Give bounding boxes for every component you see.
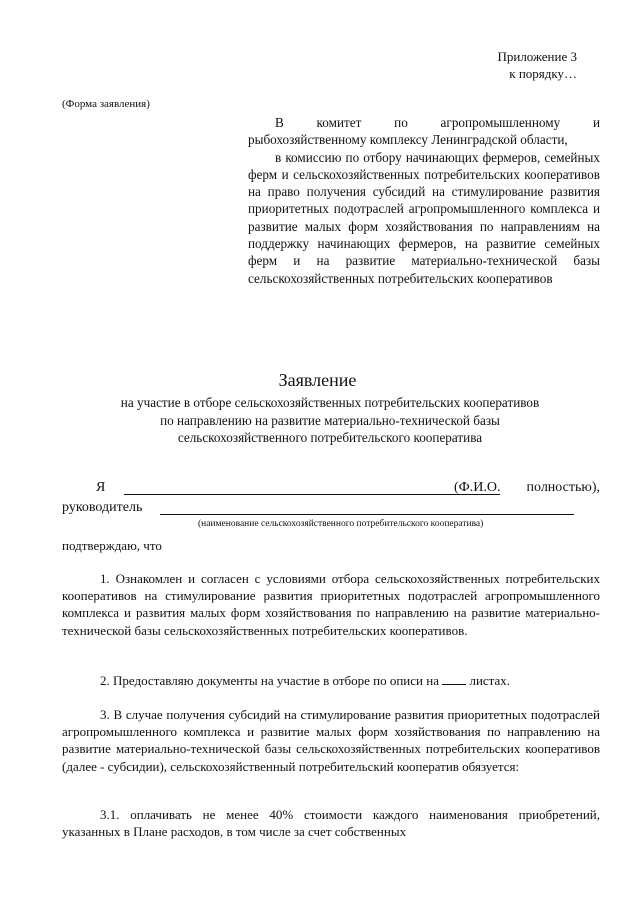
organization-hint: (наименование сельскохозяйственного потребительского кооператива) xyxy=(198,519,484,529)
fio-caption xyxy=(454,480,600,496)
item-3-1 xyxy=(62,806,600,840)
form-label: (Форма заявления) xyxy=(62,98,150,110)
confirm-text: подтверждаю, что xyxy=(62,538,162,553)
addressee-block xyxy=(248,114,600,287)
addressee-commission: в комиссию по отбору начинающих фермеров, семейных ферм и сельскохозяйственных потребительских кооперативов на право получения субсидий на стимулирование развития приоритетных подотраслей агропромышленного комплекса и развитие малых форм хозяйствования по направлениям на поддержку начинающих фермеров, на развитие семейных ферм и на развитие материально-технической базы сельскохозяйственных потребительских кооперативов xyxy=(248,149,600,286)
subtitle-line-2: по направлению на развитие материально-технической базы xyxy=(160,412,500,428)
organization-name-blank[interactable] xyxy=(160,514,574,515)
addressee-committee: В комитет по агропромышленному и рыбохозяйственному комплексу Ленинградской области, xyxy=(248,115,600,148)
subtitle-line-3: сельскохозяйственного потребительского кооператива xyxy=(177,430,483,445)
item-1-text: 1. Ознакомлен и согласен с условиями отбора сельскохозяйственных потребительских кооперативов на стимулирование развития приоритетных подотраслей агропромышленного комплекса и развития малых форм хозяйствования по направлению на развитие материально-технической базы сельскохозяйственных потребительских кооперативов. xyxy=(62,571,600,638)
document-title: Заявление xyxy=(278,370,357,390)
head-row xyxy=(62,500,600,518)
item-2-text xyxy=(62,672,600,689)
applicant-name-row xyxy=(62,480,600,498)
item-3-1-text: 3.1. оплачивать не менее 40% стоимости каждого наименования приобретений, указанных в Плане расходов, в том числе за счет собственных xyxy=(62,807,600,840)
annex-order-ref: к порядку… xyxy=(509,66,577,81)
sheets-count-blank[interactable] xyxy=(442,673,466,685)
annex-number: Приложение 3 xyxy=(497,49,577,64)
document-subtitle xyxy=(80,394,580,447)
item-1 xyxy=(62,570,600,639)
applicant-name-blank[interactable] xyxy=(124,494,500,495)
annex-reference xyxy=(497,48,577,82)
head-label: руководитель xyxy=(62,500,143,515)
fio-caption-part-1: (Ф.И.О. xyxy=(454,480,501,495)
item-3-text: 3. В случае получения субсидий на стимулирование развития приоритетных подотраслей агропромышленного комплекса и развитие малых форм хозяйствования по направлению на развитие материально-технической базы сельскохозяйственных потребительских кооперативов (далее - субсидии), сельскохозяйственный потребительский кооператив обязуется: xyxy=(62,707,600,774)
subtitle-line-1: на участие в отборе сельскохозяйственных потребительских кооперативов xyxy=(120,395,540,410)
item-3 xyxy=(62,706,600,775)
item-2-after: листах. xyxy=(469,673,511,688)
applicant-ya: Я xyxy=(96,480,106,495)
fio-caption-part-2: полностью), xyxy=(526,480,600,495)
item-2-before: 2. Предоставляю документы на участие в отборе по описи на xyxy=(100,673,439,688)
item-2 xyxy=(62,672,600,689)
